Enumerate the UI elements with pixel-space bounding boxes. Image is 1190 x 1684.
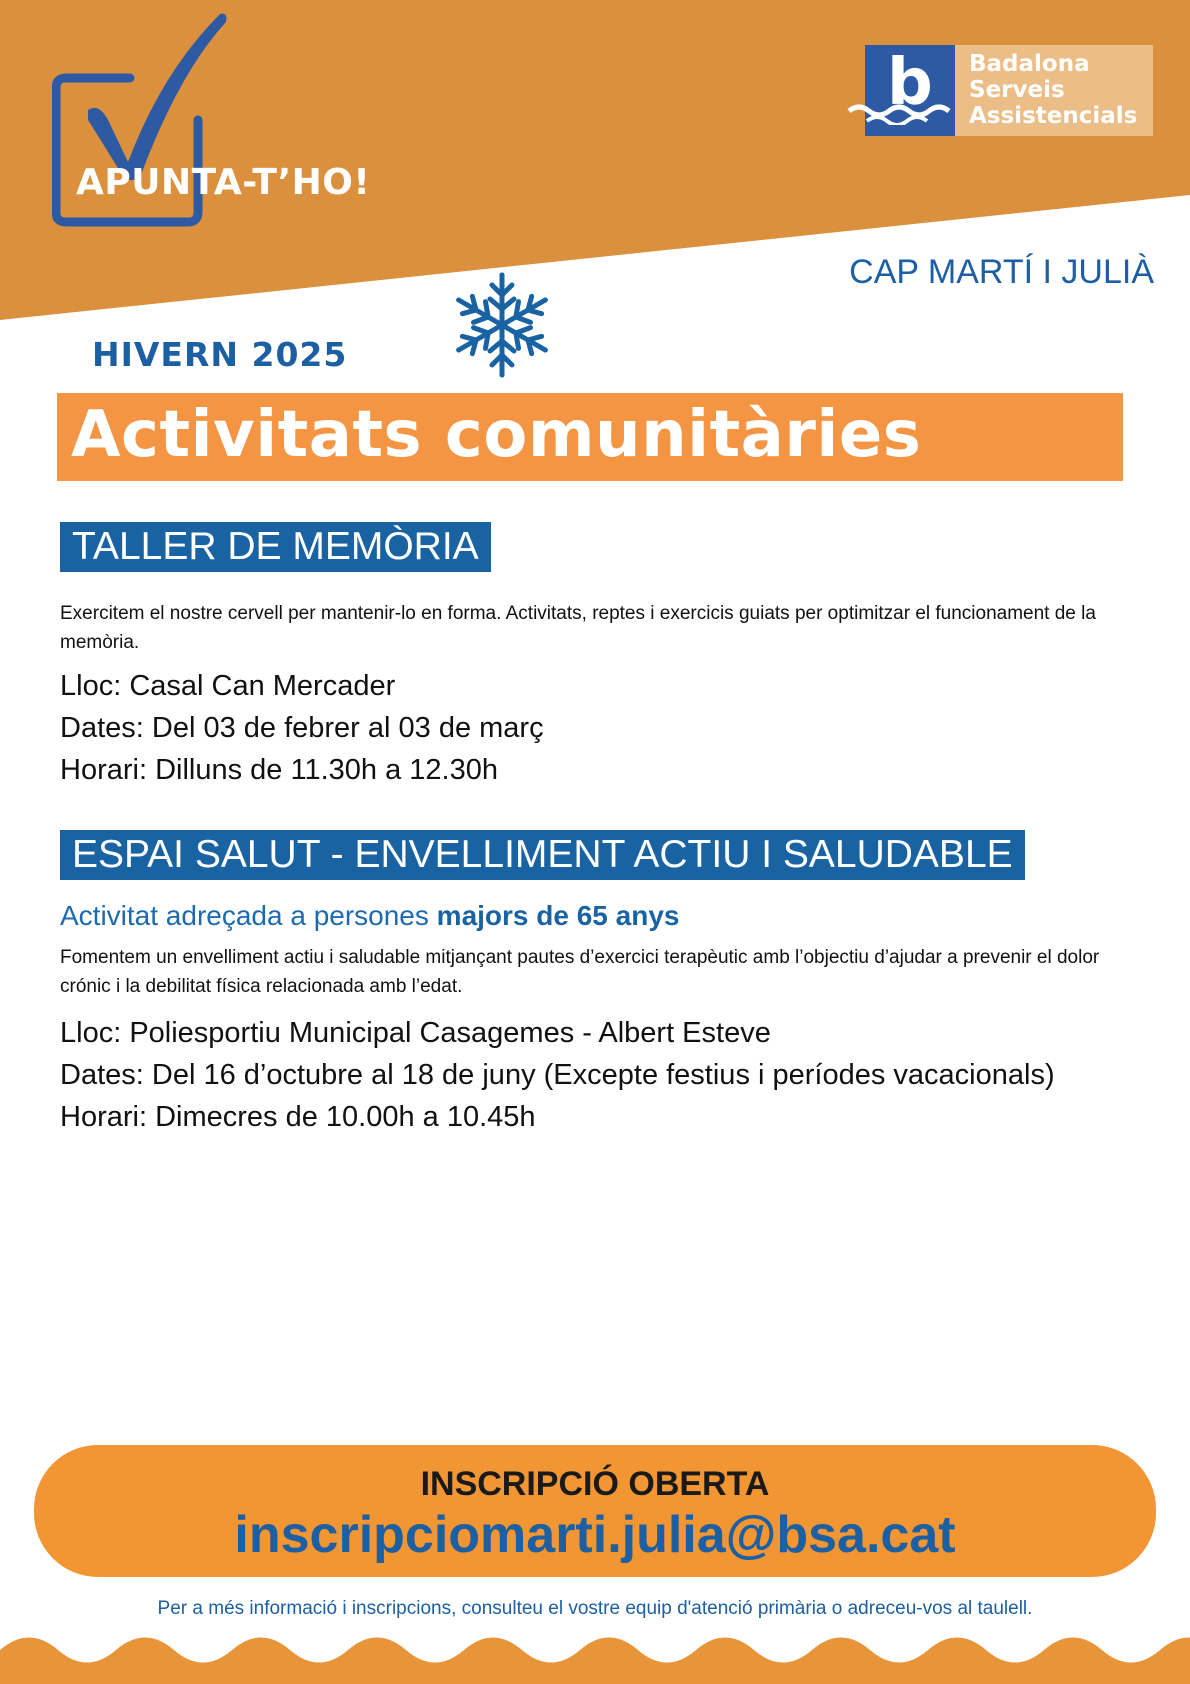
health-center-name: CAP MARTÍ I JULIÀ (849, 253, 1154, 291)
season-label: HIVERN 2025 (92, 335, 348, 374)
section-dates-memoria: Dates: Del 03 de febrer al 03 de març (60, 712, 544, 744)
section-lloc-espai-salut: Lloc: Poliesportiu Municipal Casagemes - Albert Esteve (60, 1017, 771, 1049)
logo-line-3: Assistencials (969, 103, 1138, 129)
section-horari-espai-salut: Horari: Dimecres de 10.00h a 10.45h (60, 1101, 536, 1133)
page-title: Activitats comunitàries (71, 398, 922, 472)
registration-title: INSCRIPCIÓ OBERTA (420, 1465, 770, 1503)
logo-line-2: Serveis (969, 77, 1065, 103)
section-description-memoria: Exercitem el nostre cervell per mantenir-lo en forma. Activitats, reptes i exercicis guiats per optimitzar el funcionament de la memòria. (60, 603, 1096, 653)
title-banner (57, 393, 1123, 481)
section-lloc-memoria: Lloc: Casal Can Mercader (60, 670, 396, 702)
footer-note: Per a més informació i inscripcions, consulteu el vostre equip d'atenció primària o adreceu-vos al taulell. (157, 1598, 1033, 1619)
snowflake-icon (452, 270, 552, 380)
audience-highlight: majors de 65 anys (436, 900, 680, 931)
logo-wordmark (955, 45, 1153, 136)
tagline: APUNTA-T’HO! (76, 162, 371, 203)
section-horari-memoria: Horari: Dilluns de 11.30h a 12.30h (60, 754, 498, 786)
wave-icon (847, 103, 957, 125)
section-dates-espai-salut: Dates: Del 16 d’octubre al 18 de juny (Excepte festius i períodes vacacionals) (60, 1059, 1055, 1091)
section-description-espai-salut: Fomentem un envelliment actiu i saludable mitjançant pautes d’exercici terapèutic amb l’objectiu d’ajudar a prevenir el dolor crónic i la debilitat física relacionada amb l’edat. (60, 947, 1100, 997)
section-heading-espai-salut: ESPAI SALUT - ENVELLIMENT ACTIU I SALUDABLE (60, 830, 1025, 880)
registration-email-link[interactable]: inscripciomarti.julia@bsa.cat (234, 1506, 956, 1564)
registration-box (34, 1445, 1156, 1577)
logo-line-1: Badalona (969, 51, 1090, 77)
logo-mark (865, 45, 955, 136)
section-heading-memoria: TALLER DE MEMÒRIA (60, 522, 491, 572)
logo-letter: b (887, 46, 933, 120)
audience-prefix: Activitat adreçada a persones (60, 900, 437, 931)
section-audience (60, 900, 679, 932)
bottom-wave (0, 1638, 1190, 1684)
